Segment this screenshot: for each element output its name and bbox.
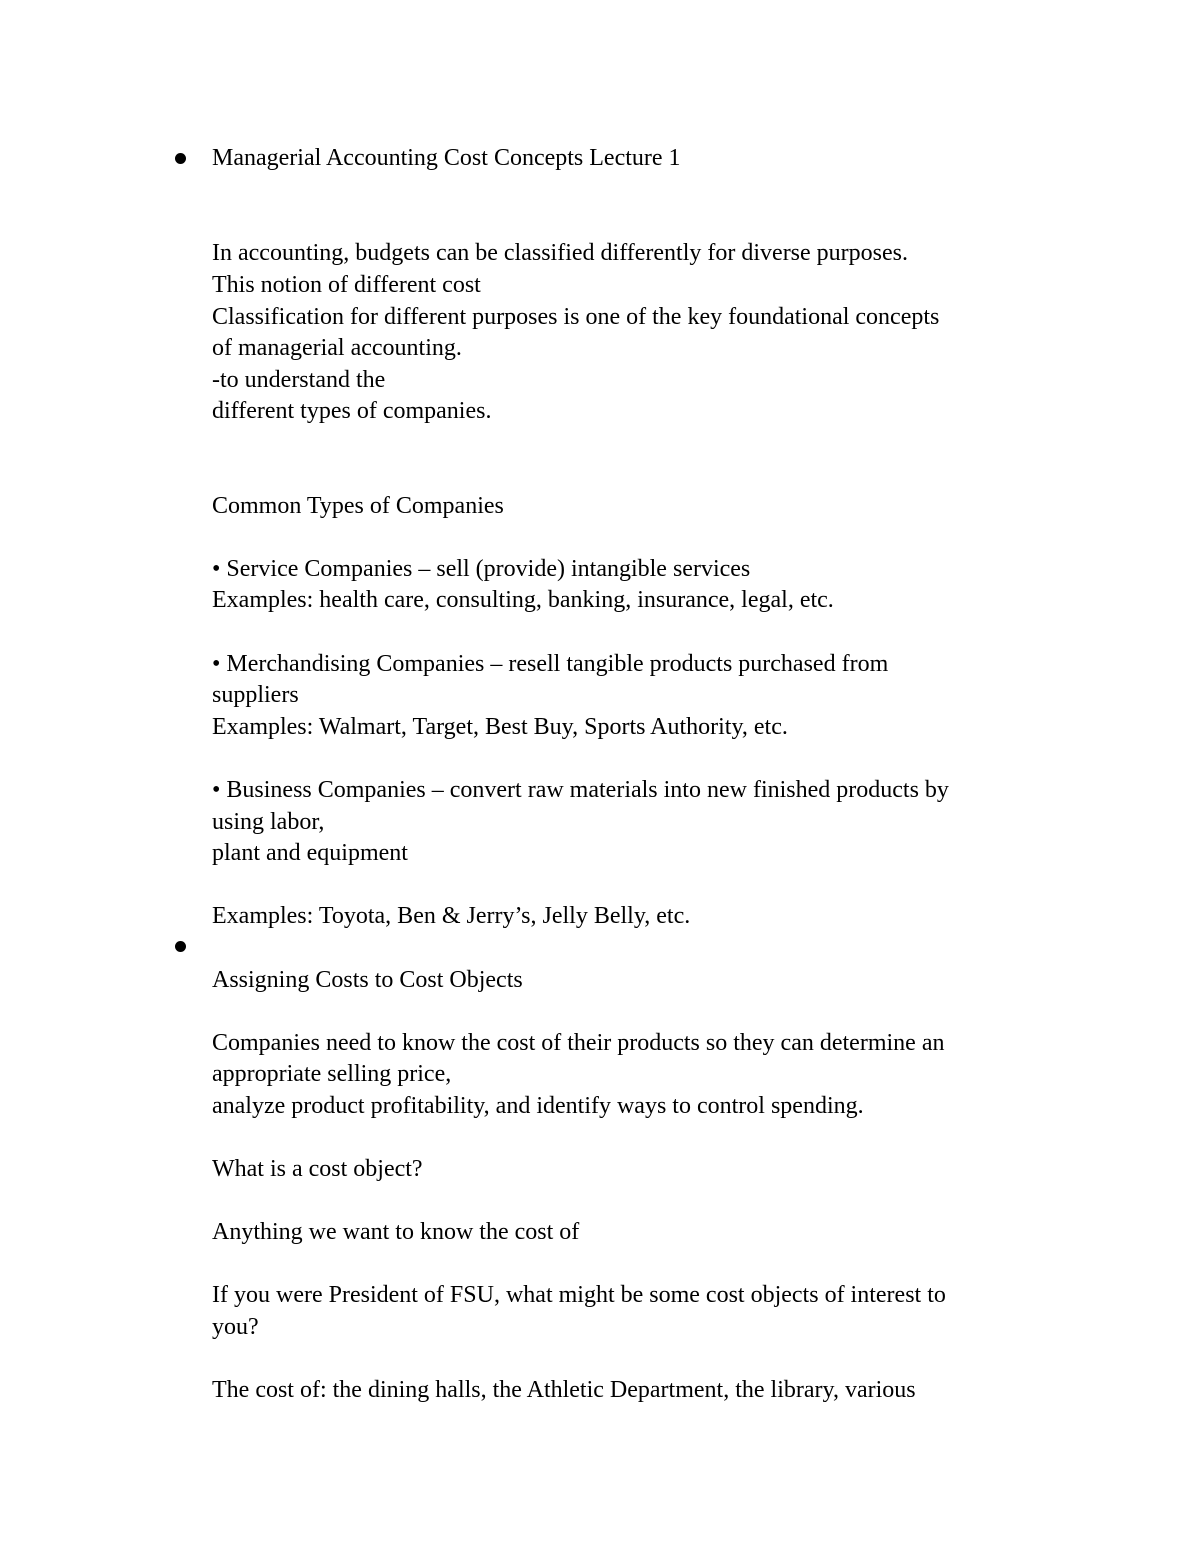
business-companies-line: using labor, <box>212 809 325 835</box>
merchandising-examples: Examples: Walmart, Target, Best Buy, Sports Authority, etc. <box>212 714 788 740</box>
business-companies-line: • Business Companies – convert raw materials into new finished products by <box>212 777 949 803</box>
lecture-heading: Managerial Accounting Cost Concepts Lecture 1 <box>212 145 681 171</box>
intro-line: In accounting, budgets can be classified differently for diverse purposes. <box>212 240 908 266</box>
merchandising-companies-line: • Merchandising Companies – resell tangible products purchased from <box>212 651 889 677</box>
assigning-heading: Assigning Costs to Cost Objects <box>212 967 523 993</box>
cost-object-question: What is a cost object? <box>212 1156 423 1182</box>
cost-object-answer: Anything we want to know the cost of <box>212 1219 580 1245</box>
cost-of-line: The cost of: the dining halls, the Athletic Department, the library, various <box>212 1377 916 1403</box>
intro-line: -to understand the <box>212 367 386 393</box>
merchandising-companies-line: suppliers <box>212 682 299 708</box>
intro-line: different types of companies. <box>212 398 492 424</box>
fsu-question-line: you? <box>212 1314 259 1340</box>
business-companies-line: plant and equipment <box>212 840 408 866</box>
companies-heading: Common Types of Companies <box>212 493 504 519</box>
service-companies-line: • Service Companies – sell (provide) intangible services <box>212 556 751 582</box>
assigning-body-line: analyze product profitability, and identify ways to control spending. <box>212 1093 864 1119</box>
intro-line: of managerial accounting. <box>212 335 462 361</box>
assigning-body-line: Companies need to know the cost of their products so they can determine an <box>212 1030 945 1056</box>
service-examples: Examples: health care, consulting, banking, insurance, legal, etc. <box>212 587 834 613</box>
intro-line: This notion of different cost <box>212 272 481 298</box>
business-examples: Examples: Toyota, Ben & Jerry’s, Jelly Belly, etc. <box>212 903 691 929</box>
fsu-question-line: If you were President of FSU, what might be some cost objects of interest to <box>212 1282 946 1308</box>
assigning-body-line: appropriate selling price, <box>212 1061 452 1087</box>
bullet-icon <box>175 941 186 952</box>
bullet-icon <box>175 153 186 164</box>
intro-line: Classification for different purposes is one of the key foundational concepts <box>212 304 940 330</box>
